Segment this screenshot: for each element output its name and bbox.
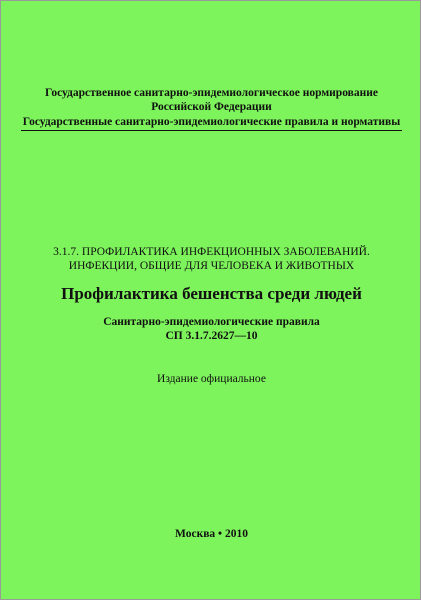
section-line-2: ИНФЕКЦИИ, ОБЩИЕ ДЛЯ ЧЕЛОВЕКА И ЖИВОТНЫХ — [68, 260, 355, 272]
rules-type: Санитарно-эпидемиологические правила — [103, 316, 320, 328]
edition-label: Издание официальное — [157, 373, 266, 385]
section-heading — [1, 245, 421, 273]
rules-code: СП 3.1.7.2627—10 — [165, 330, 258, 342]
issuing-authority — [1, 86, 421, 114]
document-title: Профилактика бешенства среди людей — [61, 284, 362, 303]
authority-line-1: Государственное санитарно-эпидемиологическое нормирование — [45, 87, 378, 99]
rules-designation — [1, 315, 421, 343]
imprint-place-year: Москва • 2010 — [175, 528, 248, 540]
series-title: Государственные санитарно-эпидемиологические правила и нормативы — [21, 115, 402, 131]
section-line-1: 3.1.7. ПРОФИЛАКТИКА ИНФЕКЦИОННЫХ ЗАБОЛЕВАНИЙ. — [53, 246, 370, 258]
authority-line-2: Российской Федерации — [151, 101, 272, 113]
series-heading — [1, 115, 421, 131]
